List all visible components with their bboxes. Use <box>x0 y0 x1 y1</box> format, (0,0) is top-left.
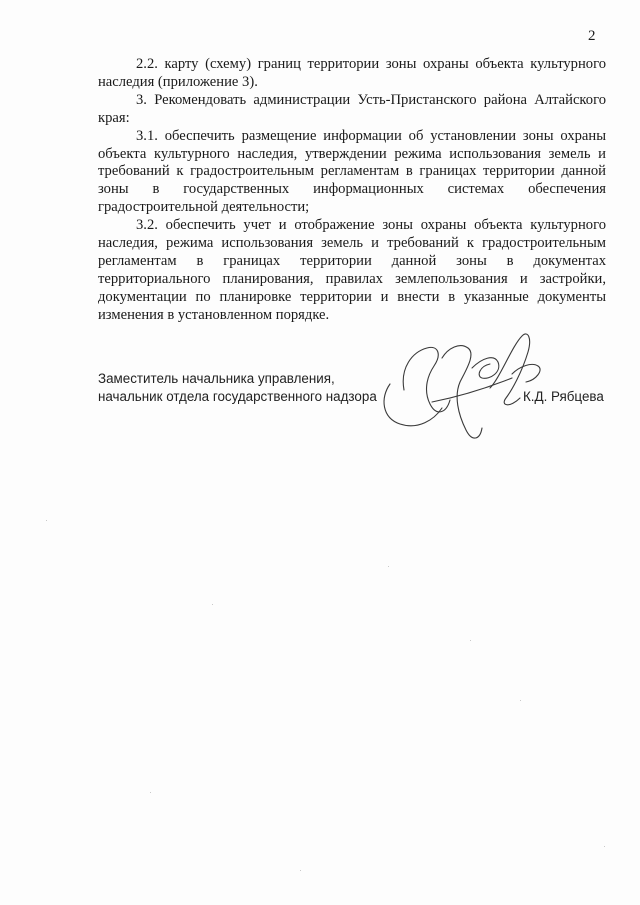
document-body <box>98 56 606 325</box>
scan-speck <box>520 700 521 701</box>
scan-speck <box>604 846 605 847</box>
paragraph-3-1: 3.1. обеспечить размещение информации об установлении зоны охраны объекта культурного наследия, утверждении режима использования земель и требований к градостроительным регламентам в границах территории данной зоны в государственных информационных системах обеспечения градостроительной деятельности; <box>98 127 606 216</box>
paragraph-3-2: 3.2. обеспечить учет и отображение зоны охраны объекта культурного наследия, режима использования земель и требований к градостроительным регламентам в границах территории данной зоны в документах территориального планирования, правилах землепользования и застройки, документации по планировке территории и внести в указанные документы изменения в установленном порядке. <box>98 217 606 323</box>
signatory-name: К.Д. Рябцева <box>523 389 604 404</box>
signatory-title-line-2: начальник отдела государственного надзора <box>98 389 377 404</box>
paragraph-2-2: 2.2. карту (схему) границ территории зоны охраны объекта культурного наследия (приложение 3). <box>98 56 606 90</box>
scan-speck <box>470 640 471 641</box>
signatory-title <box>98 370 377 406</box>
paragraph-3: 3. Рекомендовать администрации Усть-Пристанского района Алтайского края: <box>98 91 606 126</box>
scan-speck <box>150 792 151 793</box>
scan-speck <box>300 870 301 871</box>
page-number: 2 <box>588 28 596 44</box>
signatory-title-line-1: Заместитель начальника управления, <box>98 371 335 386</box>
scan-speck <box>212 604 213 605</box>
scan-speck <box>46 520 47 521</box>
scan-speck <box>388 566 389 567</box>
signature-block <box>98 370 608 450</box>
